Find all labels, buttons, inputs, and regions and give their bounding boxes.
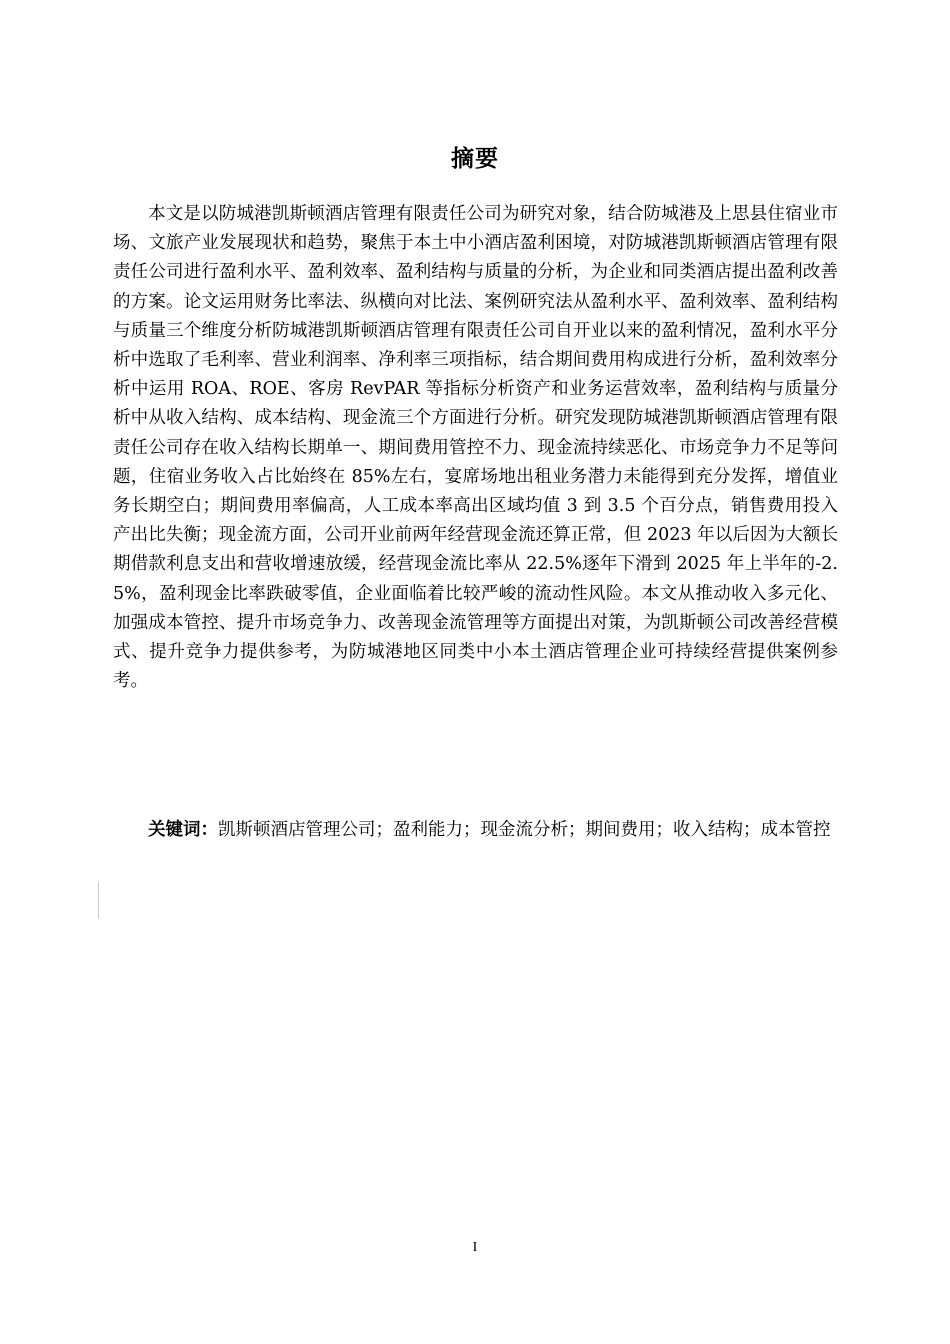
keywords-paragraph: [113, 812, 838, 849]
abstract-title: 摘要: [451, 146, 499, 172]
page-number: I: [472, 1240, 478, 1255]
keywords-label: 关键词：: [148, 820, 218, 840]
text-cursor: [98, 882, 99, 919]
keywords-text: 凯斯顿酒店管理公司；盈利能力；现金流分析；期间费用；收入结构；成本管控: [218, 820, 831, 840]
abstract-body: 本文是以防城港凯斯顿酒店管理有限责任公司为研究对象，结合防城港及上思县住宿业市场、文旅产业发展现状和趋势，聚焦于本土中小酒店盈利困境，对防城港凯斯顿酒店管理有限责任公司进行盈利水平、盈利效率、盈利结构与质量的分析，为企业和同类酒店提出盈利改善的方案。论文运用财务比率法、纵横向对比法、案例研究法从盈利水平、盈利效率、盈利结构与质量三个维度分析防城港凯斯顿酒店管理有限责任公司自开业以来的盈利情况，盈利水平分析中选取了毛利率、营业利润率、净利率三项指标，结合期间费用构成进行分析，盈利效率分析中运用 ROA、ROE、客房 RevPAR 等指标分析资产和业务运营效率，盈利结构与质量分析中从收入结构、成本结构、现金流三个方面进行分析。研究发现防城港凯斯顿酒店管理有限责任公司存在收入结构长期单一、期间费用管控不力、现金流持续恶化、市场竞争力不足等问题，住宿业务收入占比始终在 85%左右，宴席场地出租业务潜力未能得到充分发挥，增值业务长期空白；期间费用率偏高，人工成本率高出区域均值 3 到 3.5 个百分点，销售费用投入产出比失衡；现金流方面，公司开业前两年经营现金流还算正常，但 2023 年以后因为大额长期借款利息支出和营收增速放缓，经营现金流比率从 22.5%逐年下滑到 2025 年上半年的-2.5%，盈利现金比率跌破零值，企业面临着比较严峻的流动性风险。本文从推动收入多元化、加强成本管控、提升市场竞争力、改善现金流管理等方面提出对策，为凯斯顿公司改善经营模式、提升竞争力提供参考，为防城港地区同类中小本土酒店管理企业可持续经营提供案例参考。: [113, 204, 838, 692]
